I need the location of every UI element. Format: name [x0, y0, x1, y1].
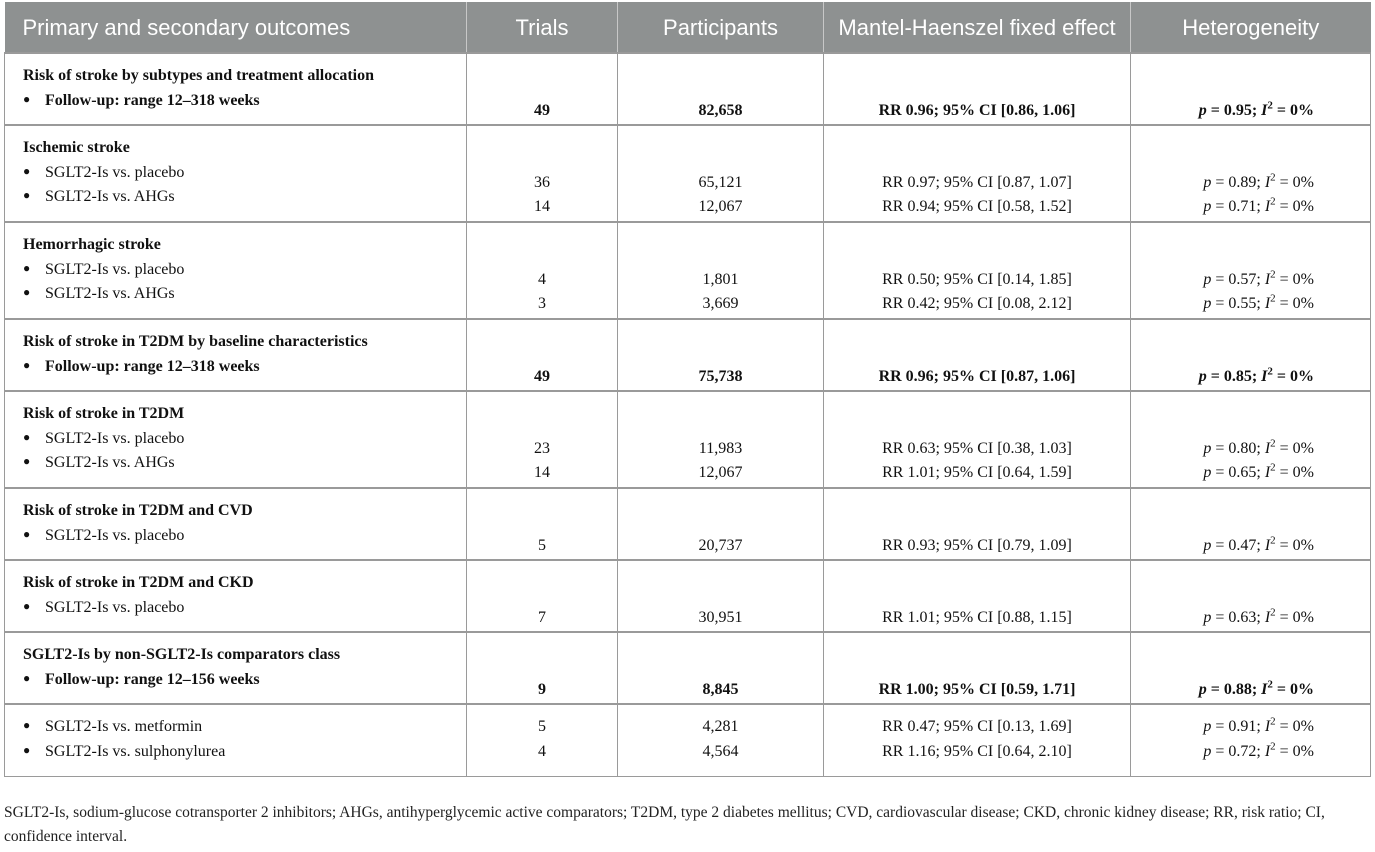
equals-sign: =	[1206, 367, 1224, 385]
i-symbol: I	[1264, 439, 1271, 457]
outcome-row-label	[23, 89, 454, 114]
separator: ;	[1256, 173, 1265, 191]
bullet-icon	[23, 258, 45, 283]
effect-value: RR 0.47; 95% CI [0.13, 1.69]	[882, 718, 1072, 735]
trials-value: 14	[534, 464, 550, 481]
participants-value: 82,658	[698, 101, 743, 119]
equals-sign: =	[1211, 536, 1229, 554]
squared-symbol: 2	[1270, 715, 1276, 728]
bullet-icon	[23, 282, 45, 307]
bullet-icon	[23, 185, 45, 210]
trials-cell	[467, 53, 618, 125]
outcomes-table	[4, 2, 1371, 777]
heterogeneity-value	[1143, 365, 1314, 390]
p-symbol: p	[1203, 295, 1212, 312]
p-value: 0.57	[1228, 270, 1257, 288]
trials-cell	[467, 391, 618, 488]
i2-value: 0%	[1292, 173, 1314, 191]
equals-sign: =	[1275, 173, 1293, 191]
p-value: 0.89	[1228, 173, 1257, 191]
trials-value: 36	[534, 173, 550, 191]
trials-value: 5	[538, 718, 546, 735]
outcome-label: SGLT2-Is vs. sulphonylurea	[45, 742, 226, 760]
p-value: 0.63	[1228, 608, 1257, 626]
squared-symbol: 2	[1267, 678, 1273, 691]
p-value: 0.88	[1223, 680, 1252, 698]
table-section-row	[5, 488, 1371, 560]
outcome-cell	[5, 125, 467, 222]
effect-value: RR 0.42; 95% CI [0.08, 2.12]	[882, 295, 1072, 312]
bullet-icon	[23, 89, 45, 114]
table-section-row	[5, 53, 1371, 125]
i2-value: 0%	[1290, 680, 1314, 698]
effect-value: RR 0.96; 95% CI [0.86, 1.06]	[878, 101, 1076, 119]
trials-cell	[467, 632, 618, 704]
participants-value: 11,983	[698, 439, 743, 457]
heterogeneity-cell	[1131, 53, 1371, 125]
heterogeneity-value	[1143, 740, 1314, 765]
heterogeneity-cell	[1131, 222, 1371, 319]
i-symbol: I	[1264, 742, 1271, 760]
table-header-row	[5, 2, 1371, 53]
equals-sign: =	[1275, 439, 1293, 457]
p-symbol: p	[1203, 173, 1212, 191]
outcome-cell	[5, 53, 467, 125]
outcome-row-label	[23, 668, 454, 693]
participants-value: 20,737	[698, 536, 743, 554]
heterogeneity-cell	[1131, 125, 1371, 222]
header-outcomes: Primary and secondary outcomes	[5, 2, 467, 53]
equals-sign: =	[1275, 608, 1293, 626]
heterogeneity-value	[1143, 678, 1314, 703]
i-symbol: I	[1261, 367, 1268, 385]
trials-value: 14	[534, 198, 550, 215]
participants-cell	[618, 53, 824, 125]
i-symbol: I	[1264, 295, 1271, 312]
squared-symbol: 2	[1270, 740, 1276, 753]
participants-cell	[618, 222, 824, 319]
p-value: 0.80	[1228, 439, 1257, 457]
table-section-row	[5, 319, 1371, 391]
outcome-cell	[5, 704, 467, 776]
p-value: 0.47	[1228, 536, 1257, 554]
outcome-row-label	[23, 161, 454, 186]
separator: ;	[1251, 101, 1262, 119]
outcome-row-label	[23, 524, 454, 549]
trials-value: 5	[538, 536, 546, 554]
outcome-row-label	[23, 427, 454, 452]
section-title: Risk of stroke in T2DM and CKD	[23, 574, 254, 591]
outcomes-table-container	[4, 2, 1370, 777]
participants-value: 75,738	[698, 367, 743, 385]
outcome-label: SGLT2-Is vs. placebo	[45, 260, 185, 278]
equals-sign: =	[1211, 295, 1229, 312]
equals-sign: =	[1206, 101, 1224, 119]
participants-cell	[618, 560, 824, 632]
participants-value: 4,281	[702, 718, 739, 735]
outcome-cell	[5, 632, 467, 704]
table-section-row	[5, 632, 1371, 704]
effect-value: RR 0.97; 95% CI [0.87, 1.07]	[882, 173, 1072, 191]
squared-symbol: 2	[1270, 195, 1276, 208]
table-section-row	[5, 391, 1371, 488]
i2-value: 0%	[1292, 536, 1314, 554]
heterogeneity-value	[1143, 171, 1314, 196]
i2-value: 0%	[1292, 464, 1314, 481]
section-title: Ischemic stroke	[23, 139, 130, 156]
participants-cell	[618, 125, 824, 222]
effect-value: RR 0.50; 95% CI [0.14, 1.85]	[882, 270, 1072, 288]
heterogeneity-value	[1143, 534, 1314, 559]
i-symbol: I	[1261, 101, 1268, 119]
separator: ;	[1256, 718, 1265, 735]
squared-symbol: 2	[1267, 99, 1273, 112]
equals-sign: =	[1211, 608, 1229, 626]
bullet-icon	[23, 451, 45, 476]
participants-cell	[618, 391, 824, 488]
p-value: 0.85	[1223, 367, 1252, 385]
separator: ;	[1256, 198, 1265, 215]
effect-cell	[824, 391, 1131, 488]
heterogeneity-cell	[1131, 560, 1371, 632]
bullet-icon	[23, 427, 45, 452]
table-section-row	[5, 222, 1371, 319]
i-symbol: I	[1264, 718, 1271, 735]
heterogeneity-value	[1143, 715, 1314, 740]
outcome-row-label	[23, 451, 454, 476]
outcome-cell	[5, 488, 467, 560]
outcome-label: SGLT2-Is vs. AHGs	[45, 188, 175, 205]
outcome-row-label	[23, 596, 454, 621]
section-title: Risk of stroke by subtypes and treatment allocation	[23, 67, 374, 84]
i2-value: 0%	[1292, 742, 1314, 760]
outcome-cell	[5, 560, 467, 632]
heterogeneity-value	[1143, 195, 1314, 220]
i-symbol: I	[1264, 270, 1271, 288]
p-value: 0.55	[1228, 295, 1257, 312]
trials-value: 49	[534, 367, 550, 385]
outcome-row-label	[23, 355, 454, 380]
table-footnote: SGLT2-Is, sodium-glucose cotransporter 2 inhibitors; AHGs, antihyperglycemic active comparators; T2DM, type 2 diabetes mellitus; CVD, cardiovascular disease; CKD, chronic kidney disease; RR, risk ratio; CI, confidence interval.	[4, 804, 1325, 845]
outcome-label: SGLT2-Is vs. placebo	[45, 429, 185, 447]
equals-sign: =	[1206, 680, 1224, 698]
header-participants: Participants	[618, 2, 824, 53]
p-symbol: p	[1203, 536, 1212, 554]
section-title: SGLT2-Is by non-SGLT2-Is comparators class	[23, 646, 341, 663]
i-symbol: I	[1264, 464, 1271, 481]
bullet-icon	[23, 524, 45, 549]
p-symbol: p	[1198, 680, 1207, 698]
squared-symbol: 2	[1270, 534, 1276, 547]
bullet-icon	[23, 355, 45, 380]
participants-value: 30,951	[698, 608, 743, 626]
table-section-row	[5, 125, 1371, 222]
section-title: Risk of stroke in T2DM	[23, 405, 185, 422]
i2-value: 0%	[1290, 101, 1314, 119]
squared-symbol: 2	[1270, 171, 1276, 184]
outcome-label: SGLT2-Is vs. placebo	[45, 163, 185, 181]
effect-cell	[824, 222, 1131, 319]
heterogeneity-cell	[1131, 704, 1371, 776]
section-title: Hemorrhagic stroke	[23, 236, 161, 253]
trials-cell	[467, 488, 618, 560]
p-symbol: p	[1203, 270, 1212, 288]
equals-sign: =	[1211, 742, 1229, 760]
participants-cell	[618, 488, 824, 560]
equals-sign: =	[1272, 367, 1290, 385]
trials-value: 49	[534, 101, 550, 119]
outcome-label: SGLT2-Is vs. placebo	[45, 526, 185, 544]
effect-value: RR 1.00; 95% CI [0.59, 1.71]	[878, 680, 1076, 698]
p-value: 0.95	[1223, 101, 1252, 119]
participants-cell	[618, 704, 824, 776]
trials-value: 7	[538, 608, 546, 626]
trials-value: 3	[538, 295, 546, 312]
separator: ;	[1256, 742, 1265, 760]
outcome-row-label	[23, 740, 454, 765]
squared-symbol: 2	[1270, 606, 1276, 619]
heterogeneity-value	[1143, 292, 1314, 317]
i2-value: 0%	[1290, 367, 1314, 385]
separator: ;	[1256, 464, 1265, 481]
heterogeneity-value	[1143, 437, 1314, 462]
separator: ;	[1256, 536, 1265, 554]
p-symbol: p	[1203, 198, 1212, 215]
equals-sign: =	[1211, 718, 1229, 735]
participants-value: 3,669	[702, 295, 739, 312]
trials-cell	[467, 222, 618, 319]
effect-value: RR 1.16; 95% CI [0.64, 2.10]	[882, 742, 1072, 760]
effect-cell	[824, 488, 1131, 560]
effect-cell	[824, 560, 1131, 632]
outcome-row-label	[23, 715, 454, 740]
section-title: Risk of stroke in T2DM by baseline characteristics	[23, 333, 368, 350]
i-symbol: I	[1264, 536, 1271, 554]
effect-cell	[824, 632, 1131, 704]
equals-sign: =	[1275, 464, 1293, 481]
outcome-label: Follow-up: range 12–156 weeks	[45, 670, 260, 688]
equals-sign: =	[1275, 270, 1293, 288]
separator: ;	[1256, 270, 1265, 288]
heterogeneity-value	[1143, 268, 1314, 293]
p-symbol: p	[1203, 718, 1212, 735]
i-symbol: I	[1264, 198, 1271, 215]
bullet-icon	[23, 740, 45, 765]
heterogeneity-value	[1143, 606, 1314, 631]
equals-sign: =	[1211, 173, 1229, 191]
bullet-icon	[23, 596, 45, 621]
effect-value: RR 0.96; 95% CI [0.87, 1.06]	[878, 367, 1076, 385]
p-symbol: p	[1203, 608, 1212, 626]
bullet-icon	[23, 668, 45, 693]
trials-cell	[467, 125, 618, 222]
effect-cell	[824, 125, 1131, 222]
trials-value: 4	[538, 270, 546, 288]
i-symbol: I	[1264, 608, 1271, 626]
equals-sign: =	[1275, 198, 1293, 215]
equals-sign: =	[1275, 536, 1293, 554]
outcome-cell	[5, 391, 467, 488]
header-effect: Mantel-Haenszel fixed effect	[824, 2, 1131, 53]
effect-cell	[824, 53, 1131, 125]
equals-sign: =	[1272, 680, 1290, 698]
heterogeneity-value	[1143, 461, 1314, 486]
trials-cell	[467, 319, 618, 391]
i2-value: 0%	[1292, 608, 1314, 626]
p-value: 0.91	[1228, 718, 1257, 735]
heterogeneity-cell	[1131, 488, 1371, 560]
participants-value: 65,121	[698, 173, 743, 191]
effect-value: RR 0.63; 95% CI [0.38, 1.03]	[882, 439, 1072, 457]
separator: ;	[1251, 367, 1262, 385]
outcome-label: SGLT2-Is vs. AHGs	[45, 285, 175, 302]
equals-sign: =	[1275, 295, 1293, 312]
trials-cell	[467, 704, 618, 776]
table-section-row	[5, 704, 1371, 776]
p-symbol: p	[1203, 464, 1212, 481]
bullet-icon	[23, 715, 45, 740]
p-value: 0.65	[1228, 464, 1257, 481]
outcome-cell	[5, 222, 467, 319]
outcome-row-label	[23, 185, 454, 210]
participants-value: 8,845	[702, 680, 739, 698]
bullet-icon	[23, 161, 45, 186]
header-heterogeneity: Heterogeneity	[1131, 2, 1371, 53]
p-symbol: p	[1203, 439, 1212, 457]
outcome-row-label	[23, 282, 454, 307]
participants-value: 12,067	[698, 464, 743, 481]
separator: ;	[1256, 295, 1265, 312]
trials-value: 9	[538, 680, 546, 698]
heterogeneity-cell	[1131, 391, 1371, 488]
separator: ;	[1256, 439, 1265, 457]
i2-value: 0%	[1292, 439, 1314, 457]
p-symbol: p	[1198, 101, 1207, 119]
outcome-row-label	[23, 258, 454, 283]
outcome-cell	[5, 319, 467, 391]
outcome-label: Follow-up: range 12–318 weeks	[45, 357, 260, 375]
participants-cell	[618, 632, 824, 704]
squared-symbol: 2	[1270, 292, 1276, 305]
separator: ;	[1256, 608, 1265, 626]
i2-value: 0%	[1292, 295, 1314, 312]
outcome-label: SGLT2-Is vs. AHGs	[45, 454, 175, 471]
i2-value: 0%	[1292, 270, 1314, 288]
table-section-row	[5, 560, 1371, 632]
heterogeneity-value	[1143, 99, 1314, 124]
effect-value: RR 1.01; 95% CI [0.88, 1.15]	[882, 608, 1072, 626]
header-trials: Trials	[467, 2, 618, 53]
p-symbol: p	[1198, 367, 1207, 385]
participants-value: 1,801	[702, 270, 739, 288]
p-symbol: p	[1203, 742, 1212, 760]
equals-sign: =	[1211, 198, 1229, 215]
separator: ;	[1251, 680, 1262, 698]
p-value: 0.72	[1228, 742, 1257, 760]
i-symbol: I	[1264, 173, 1271, 191]
equals-sign: =	[1211, 464, 1229, 481]
participants-cell	[618, 319, 824, 391]
i2-value: 0%	[1292, 718, 1314, 735]
i-symbol: I	[1261, 680, 1268, 698]
equals-sign: =	[1272, 101, 1290, 119]
squared-symbol: 2	[1270, 268, 1276, 281]
effect-value: RR 1.01; 95% CI [0.64, 1.59]	[882, 464, 1072, 481]
outcome-label: SGLT2-Is vs. placebo	[45, 598, 185, 616]
heterogeneity-cell	[1131, 632, 1371, 704]
trials-value: 4	[538, 742, 546, 760]
equals-sign: =	[1275, 742, 1293, 760]
participants-value: 4,564	[702, 742, 739, 760]
effect-cell	[824, 704, 1131, 776]
trials-cell	[467, 560, 618, 632]
heterogeneity-cell	[1131, 319, 1371, 391]
participants-value: 12,067	[698, 198, 743, 215]
effect-cell	[824, 319, 1131, 391]
i2-value: 0%	[1292, 198, 1314, 215]
outcome-label: SGLT2-Is vs. metformin	[45, 718, 203, 735]
p-value: 0.71	[1228, 198, 1257, 215]
squared-symbol: 2	[1270, 437, 1276, 450]
squared-symbol: 2	[1267, 365, 1273, 378]
effect-value: RR 0.93; 95% CI [0.79, 1.09]	[882, 536, 1072, 554]
trials-value: 23	[534, 439, 550, 457]
equals-sign: =	[1211, 439, 1229, 457]
outcome-label: Follow-up: range 12–318 weeks	[45, 91, 260, 109]
equals-sign: =	[1275, 718, 1293, 735]
equals-sign: =	[1211, 270, 1229, 288]
squared-symbol: 2	[1270, 461, 1276, 474]
section-title: Risk of stroke in T2DM and CVD	[23, 502, 253, 519]
effect-value: RR 0.94; 95% CI [0.58, 1.52]	[882, 198, 1072, 215]
